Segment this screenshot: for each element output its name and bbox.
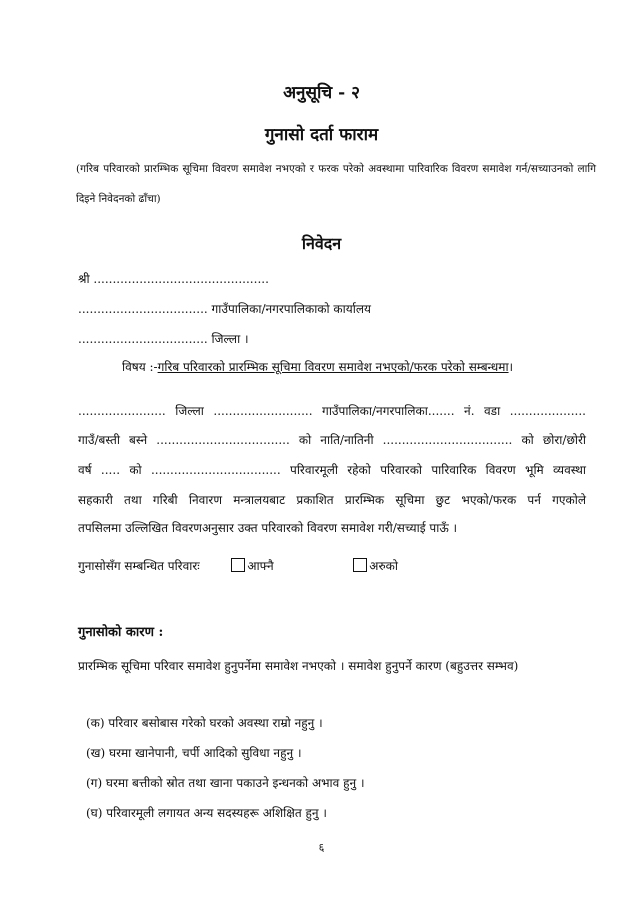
- self-checkbox[interactable]: [231, 558, 245, 572]
- reason-option-ga: (ग) घरमा बत्तीको स्रोत तथा खाना पकाउने इन्धनको अभाव हुनु ।: [86, 776, 365, 790]
- annex-title: अनुसूचि - २: [283, 83, 360, 103]
- subject-text: गरिब परिवारको प्रारम्भिक सूचिमा विवरण समावेश नभएको/फरक परेको सम्बन्धमा: [157, 360, 509, 374]
- related-family-row: [78, 557, 398, 574]
- address-line-3: .................................. जिल्ला ।: [78, 332, 249, 346]
- reason-option-gha: (घ) परिवारमूली लगायत अन्य सदस्यहरू अशिक्षित हुनु ।: [86, 806, 327, 820]
- other-option-label: अरुको: [369, 559, 398, 573]
- form-title: गुनासो दर्ता फाराम: [264, 125, 379, 145]
- body-line-3: वर्ष ..... को .................................. परिवारमूली रहेको परिवारको पारिवारिक विवरण भूमि व्यवस्था: [78, 463, 586, 477]
- address-line-1: श्री ..............................................: [78, 272, 269, 286]
- form-note: (गरिब परिवारको प्रारम्भिक सूचिमा विवरण समावेश नभएको र फरक परेको अवस्थामा पारिवारिक विवरण समावेश गर्न/सच्याउनको लागि दिइने निवेदनको ढाँचा): [76, 163, 596, 205]
- self-option-label: आफ्नै: [247, 559, 274, 573]
- page-number: ६: [318, 841, 325, 854]
- reason-intro: प्रारम्भिक सूचिमा परिवार समावेश हुनुपर्नेमा समावेश नभएको । समावेश हुनुपर्ने कारण (बहुउत्तर सम्भव): [78, 659, 519, 673]
- subject-end: ।: [508, 360, 514, 374]
- body-line-5: तपसिलमा उल्लिखित विवरणअनुसार उक्त परिवारको विवरण समावेश गरी/सच्याई पाऊँ ।: [78, 521, 458, 535]
- body-line-1: ....................... जिल्ला .......................... गाउँपालिका/नगरपालिका....... नं. वडा ....................: [78, 404, 586, 418]
- body-line-2: गाउँ/बस्ती बस्ने ................................... को नाति/नातिनी .................................. को छोरा/छोरी: [78, 433, 586, 447]
- related-family-label: गुनासोसँग सम्बन्धित परिवारः: [78, 559, 200, 573]
- subject-line: [122, 358, 513, 375]
- other-option[interactable]: [353, 559, 398, 573]
- self-option[interactable]: [231, 559, 273, 573]
- body-line-4: सहकारी तथा गरिबी निवारण मन्त्रालयबाट प्रकाशित प्रारम्भिक सूचिमा छुट भएको/फरक पर्न गएकोले: [78, 493, 586, 507]
- reason-option-ka: (क) परिवार बसोबास गरेको घरको अवस्था राम्रो नहुनु ।: [86, 716, 323, 730]
- other-checkbox[interactable]: [353, 558, 367, 572]
- reason-option-kha: (ख) घरमा खानेपानी, चर्पी आदिको सुविधा नहुनु ।: [86, 746, 302, 760]
- subject-label: विषय :-: [122, 360, 158, 374]
- address-line-2: .................................. गाउँपालिका/नगरपालिकाको कार्यालय: [78, 302, 371, 316]
- application-heading: निवेदन: [301, 234, 342, 253]
- reason-heading: गुनासोको कारण :: [78, 625, 164, 640]
